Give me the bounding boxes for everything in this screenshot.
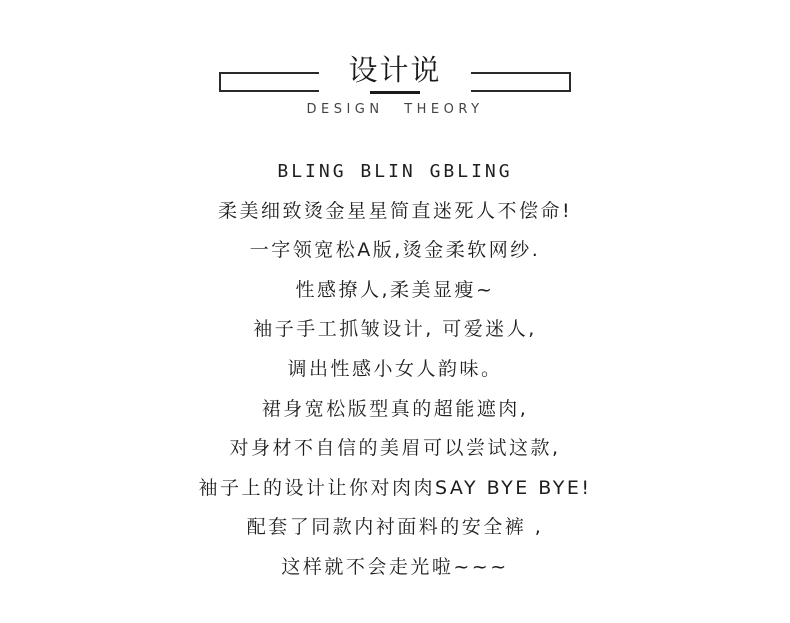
section-subtitle: DESIGN THEORY: [306, 102, 484, 117]
description-line-7: 裙身宽松版型真的超能遮肉,: [261, 397, 529, 420]
description-line-1: BLING BLIN GBLING: [277, 161, 513, 182]
description-line-9: 袖子上的设计让你对肉肉SAY BYE BYE!: [198, 476, 592, 499]
description-line-5: 袖子手工抓皱设计, 可爱迷人,: [253, 318, 537, 341]
design-description: [0, 152, 790, 588]
description-line-10: 配套了同款内衬面料的安全裤 ,: [246, 516, 544, 539]
description-line-4: 性感撩人,柔美显瘦~: [295, 278, 495, 301]
description-line-11: 这样就不会走光啦~~~: [281, 555, 509, 578]
description-line-6: 调出性感小女人韵味。: [287, 357, 503, 380]
description-line-3: 一字领宽松A版,烫金柔软网纱.: [249, 239, 541, 262]
design-theory-header: [0, 0, 790, 130]
section-title: 设计说: [348, 53, 442, 87]
description-line-2: 柔美细致烫金星星简直迷死人不偿命!: [217, 199, 573, 222]
title-underline: [370, 91, 420, 94]
description-line-8: 对身材不自信的美眉可以尝试这款,: [229, 437, 561, 460]
